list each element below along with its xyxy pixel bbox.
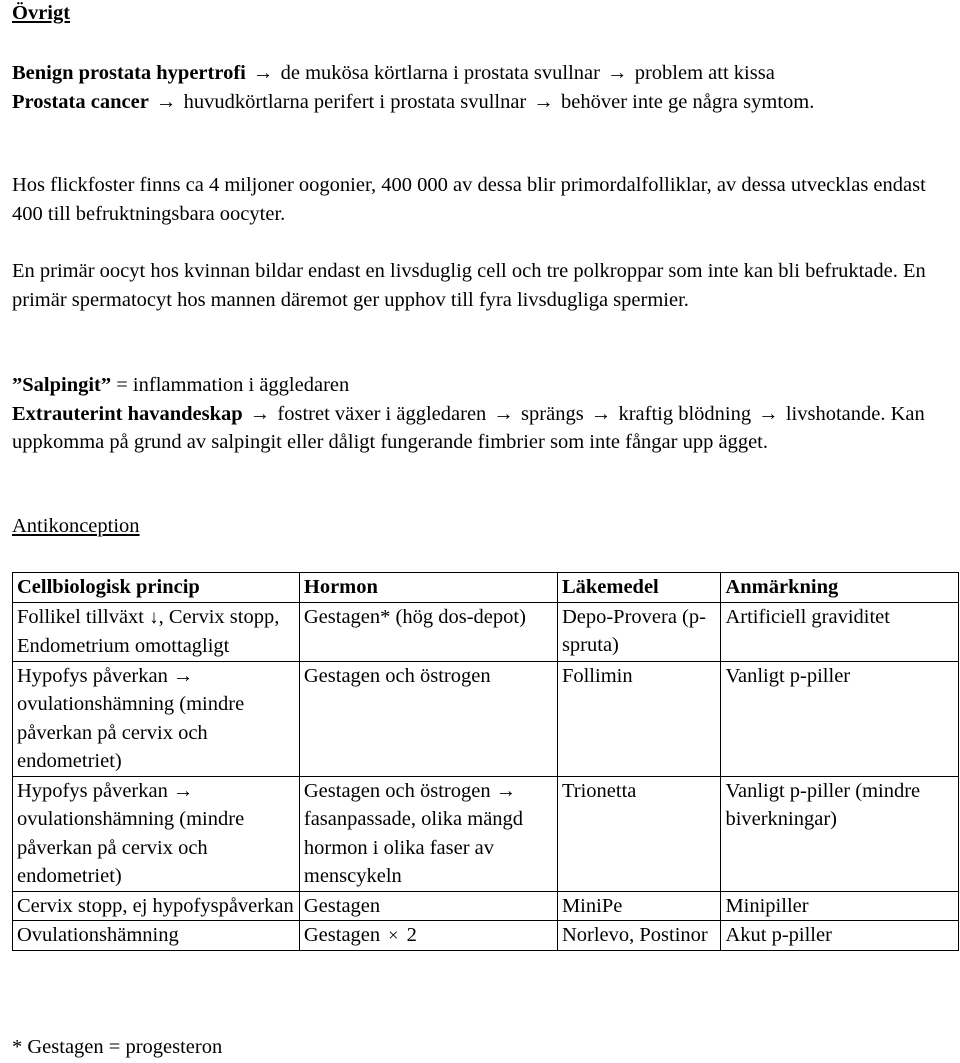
bph-text2: problem att kissa xyxy=(634,62,775,84)
contraception-table xyxy=(12,572,959,951)
table-row xyxy=(13,602,959,661)
extrauterine-part4: livshotande. Kan uppkomma på grund av salpingit eller dåligt fungerande fimbrier som inte fångar upp ägget. xyxy=(12,402,925,453)
multiply-icon: × xyxy=(388,925,399,945)
bph-term: Benign prostata hypertrofi xyxy=(12,62,246,84)
table-row xyxy=(13,891,959,921)
page-title: Övrigt xyxy=(12,2,71,24)
table-row xyxy=(13,776,959,891)
principle-cell xyxy=(13,602,300,661)
extrauterine-term: Extrauterint havandeskap xyxy=(12,402,243,425)
arrow-icon: → xyxy=(758,402,779,425)
drug-cell: MiniPe xyxy=(557,891,720,921)
salpingit-term: ”Salpingit” xyxy=(12,374,112,396)
drug-cell: Trionetta xyxy=(557,776,720,891)
extrauterine-part2: sprängs xyxy=(521,402,584,425)
extrauterine-part1: fostret växer i äggledaren xyxy=(277,402,487,425)
principle-cell: Cervix stopp, ej hypofyspåverkan xyxy=(13,891,300,921)
table-header-row xyxy=(13,573,959,603)
arrow-icon: → xyxy=(533,90,554,113)
down-arrow-icon: ↓ xyxy=(149,606,159,628)
salpingit-text: = inflammation i äggledaren xyxy=(116,374,350,396)
hormone-multiplier: 2 xyxy=(406,924,417,946)
hormone-cell: Gestagen och östrogen xyxy=(299,661,557,776)
column-header-hormone: Hormon xyxy=(299,573,557,603)
footnote: * Gestagen = progesteron xyxy=(12,1036,223,1058)
table-row xyxy=(13,921,959,951)
bph-text1: de mukösa körtlarna i prostata svullnar xyxy=(280,62,600,84)
antikonception-title: Antikonception xyxy=(12,515,140,537)
arrow-icon: → xyxy=(607,62,628,84)
cancer-text2: behöver inte ge några symtom. xyxy=(561,90,815,113)
oocytes-paragraph: Hos flickfoster finns ca 4 miljoner oogonier, 400 000 av dessa blir primordalfolliklar, av dessa utvecklas endast 400 till befruktningsbara oocyter. xyxy=(12,174,926,225)
note-cell: Vanligt p-piller (mindre biverkningar) xyxy=(721,776,959,891)
table-row xyxy=(13,661,959,776)
cancer-term: Prostata cancer xyxy=(12,90,149,113)
bph-paragraph xyxy=(12,59,956,116)
note-cell: Vanligt p-piller xyxy=(721,661,959,776)
hormone-cell xyxy=(299,921,557,951)
note-cell: Minipiller xyxy=(721,891,959,921)
arrow-icon: → xyxy=(590,402,612,425)
extrauterine-part3: kraftig blödning xyxy=(618,402,752,425)
drug-cell: Depo-Provera (p-spruta) xyxy=(557,602,720,661)
arrow-icon: → xyxy=(493,402,514,425)
arrow-icon: → xyxy=(155,90,177,113)
cancer-text1: huvudkörtlarna perifert i prostata svullnar xyxy=(183,90,527,113)
note-cell: Artificiell graviditet xyxy=(721,602,959,661)
column-header-note: Anmärkning xyxy=(721,573,959,603)
drug-cell: Follimin xyxy=(557,661,720,776)
note-cell: Akut p-piller xyxy=(721,921,959,951)
column-header-principle: Cellbiologisk princip xyxy=(13,573,300,603)
arrow-icon: → xyxy=(249,402,271,425)
arrow-icon: → xyxy=(252,62,274,84)
principle-cell: Hypofys påverkan → ovulationshämning (mindre påverkan på cervix och endometriet) xyxy=(13,661,300,776)
hormone-cell: Gestagen xyxy=(299,891,557,921)
primary-oocyte-paragraph: En primär oocyt hos kvinnan bildar endast en livsduglig cell och tre polkroppar som inte kan bli befruktade. En primär spermatocyt hos mannen däremot ger upphov till fyra livsdugliga spermier. xyxy=(12,260,926,311)
principle-cell: Ovulationshämning xyxy=(13,921,300,951)
principle-text-a: Follikel tillväxt xyxy=(17,605,144,628)
hormone-cell: Gestagen* (hög dos-depot) xyxy=(299,602,557,661)
column-header-drug: Läkemedel xyxy=(557,573,720,603)
hormone-cell: Gestagen och östrogen → fasanpassade, olika mängd hormon i olika faser av menscykeln xyxy=(299,776,557,891)
principle-text-b: , Cervix stopp, Endometrium omottagligt xyxy=(17,605,280,657)
drug-cell: Norlevo, Postinor xyxy=(557,921,720,951)
hormone-text: Gestagen xyxy=(303,924,381,946)
principle-cell: Hypofys påverkan → ovulationshämning (mindre påverkan på cervix och endometriet) xyxy=(13,776,300,891)
salpingit-paragraph xyxy=(12,371,956,457)
